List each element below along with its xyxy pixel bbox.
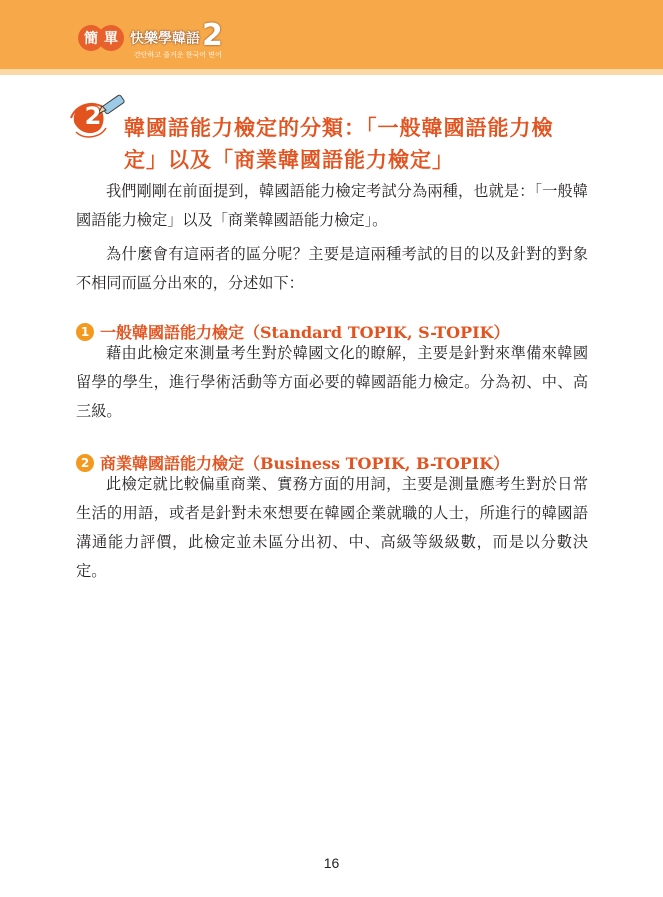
logo-brand-text: 快樂學韓語 [130,31,200,47]
intro-paragraph-2: 為什麼會有這兩者的區分呢？主要是這兩種考試的目的以及針對的對象不相同而區分出來的，分述如下： [76,245,588,292]
intro-paragraph-1: 我們剛剛在前面提到，韓國語能力檢定考試分為兩種，也就是：「一般韓國語能力檢定」以及「商業韓國語能力檢定」。 [76,182,588,229]
page-number: 16 [323,855,340,871]
header-strip [0,69,663,75]
logo-brand-number: 2 [202,18,223,53]
number-one-icon: 1 [76,323,94,341]
logo-char-2: 單 [98,25,124,51]
logo-char-1: 簡 [78,25,104,51]
item-heading-1-text: 一般韓國語能力檢定（Standard TOPIK, S-TOPIK） [100,323,510,342]
item-body-2: 此檢定就比較偏重商業、實務方面的用詞，主要是測量應考生對於日常生活的用語，或者是針對未來想要在韓國企業就職的人士，所進行的韓國語溝通能力評價，此檢定並未區分出初、中、高級等級級數，而是以分數決定。 [76,475,588,580]
section-title [124,112,604,176]
number-two-icon: 2 [76,454,94,472]
section-number-badge [68,92,130,142]
section-title-line-2: 定」以及「商業韓國語能力檢定」 [124,148,454,172]
book-logo [74,10,244,68]
section-title-line-1: 韓國語能力檢定的分類：「一般韓國語能力檢 [124,116,554,140]
logo-subtitle: 간단하고 즐거운 한국어 면어 [134,51,222,59]
item-body-1: 藉由此檢定來測量考生對於韓國文化的瞭解，主要是針對來準備來韓國留學的學生，進行學術活動等方面必要的韓國語能力檢定。分為初、中、高三級。 [76,344,588,420]
section-number: 2 [84,102,102,130]
item-heading-2-text: 商業韓國語能力檢定（Business TOPIK, B-TOPIK） [100,454,510,473]
